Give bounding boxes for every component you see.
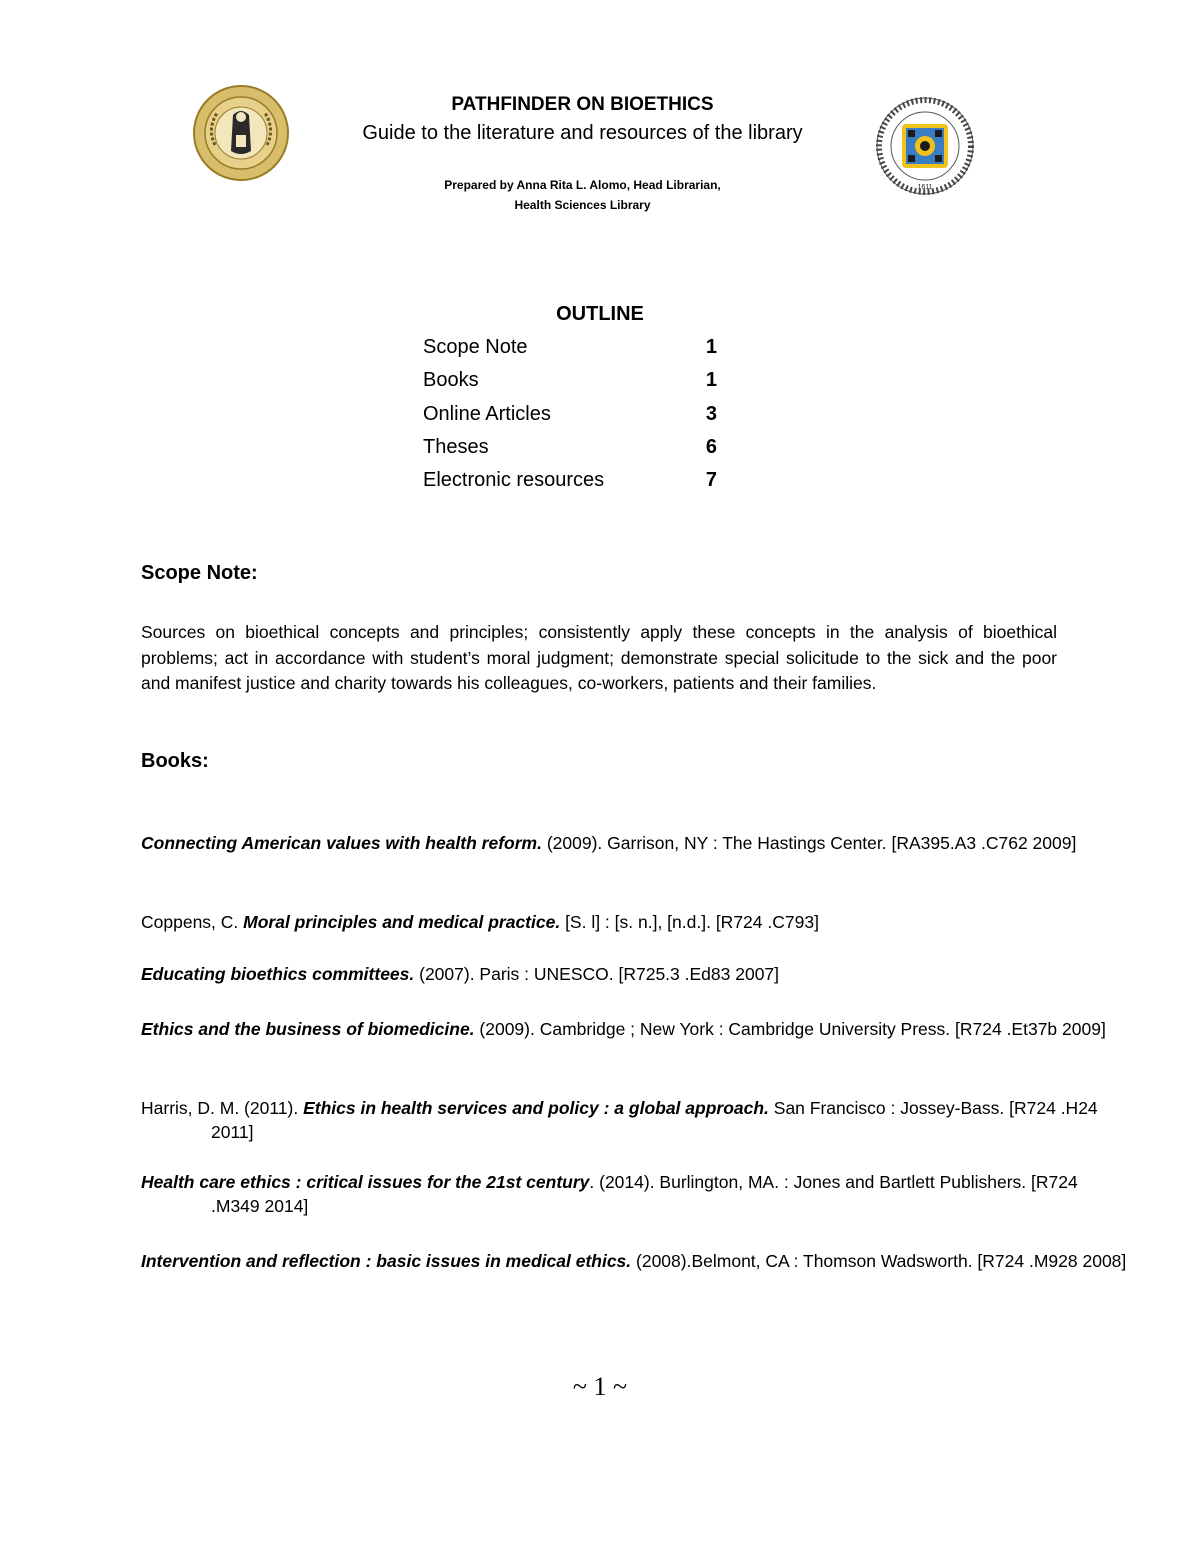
ref-details: San Francisco : Jossey-Bass. [R724 .H24 2011] bbox=[211, 1098, 1098, 1142]
ref-details: (2007). Paris : UNESCO. [R725.3 .Ed83 2007] bbox=[414, 964, 780, 984]
book-reference bbox=[141, 1249, 1131, 1273]
prepared-by: Prepared by Anna Rita L. Alomo, Head Librarian, bbox=[444, 178, 721, 192]
outline-item bbox=[423, 467, 723, 500]
outline-item-page: 1 bbox=[705, 369, 717, 392]
outline-item-label: Electronic resources bbox=[423, 469, 605, 492]
outline-item-page: 6 bbox=[705, 435, 717, 458]
ref-title: Ethics in health services and policy : a global approach. bbox=[303, 1098, 769, 1118]
library-name: Health Sciences Library bbox=[514, 198, 651, 212]
outline-item bbox=[423, 401, 723, 434]
outline-item bbox=[423, 334, 723, 367]
scope-note-text: Sources on bioethical concepts and principles; consistently apply these concepts in the analysis of bioethical problems; act in accordance with student’s moral judgment; demonstrate special solicitude to the sick and the poor and manifest justice and charity towards his colleagues, co-workers, patients and their families. bbox=[141, 622, 1057, 693]
outline-item-page: 1 bbox=[705, 336, 717, 358]
ref-title: Intervention and reflection : basic issues in medical ethics. bbox=[141, 1251, 632, 1271]
page-number: ~ 1 ~ bbox=[572, 1372, 628, 1401]
ref-author: Harris, D. M. (2011). bbox=[141, 1098, 304, 1118]
outline-title: OUTLINE bbox=[556, 303, 644, 325]
book-reference bbox=[141, 831, 1131, 855]
ref-author: Coppens, C. bbox=[141, 912, 244, 932]
book-reference bbox=[141, 962, 1131, 986]
books-heading: Books: bbox=[141, 750, 209, 772]
outline-list bbox=[423, 334, 723, 500]
ref-details: (2009). Cambridge ; New York : Cambridge University Press. [R724 .Et37b 2009] bbox=[474, 1019, 1106, 1039]
outline-item bbox=[423, 367, 723, 400]
ref-details: (2008).Belmont, CA : Thomson Wadsworth. [R724 .M928 2008] bbox=[631, 1251, 1127, 1271]
ref-title: Health care ethics : critical issues for the 21st century bbox=[141, 1172, 590, 1192]
ref-title: Ethics and the business of biomedicine. bbox=[141, 1019, 475, 1039]
ref-title: Connecting American values with health reform. bbox=[141, 833, 542, 853]
ref-title: Educating bioethics committees. bbox=[141, 964, 415, 984]
scope-note-heading: Scope Note: bbox=[141, 562, 258, 584]
outline-item-label: Theses bbox=[423, 435, 489, 458]
ref-details: . (2014). Burlington, MA. : Jones and Bartlett Publishers. [R724 .M349 2014] bbox=[211, 1172, 1078, 1216]
seal-year: 1611 bbox=[917, 184, 933, 191]
document-subtitle: Guide to the literature and resources of the library bbox=[362, 122, 803, 144]
book-reference bbox=[141, 1096, 1131, 1144]
outline-item-page: 3 bbox=[705, 402, 717, 425]
document-title: PATHFINDER ON BIOETHICS bbox=[451, 94, 714, 115]
outline-item-label: Online Articles bbox=[423, 402, 551, 425]
outline-item-page: 7 bbox=[705, 469, 717, 492]
book-reference bbox=[141, 1170, 1131, 1218]
university-seal-logo bbox=[875, 96, 975, 196]
book-reference bbox=[141, 910, 1131, 934]
medicine-seal-logo bbox=[193, 85, 289, 181]
outline-item-label: Scope Note bbox=[423, 336, 528, 358]
ref-details: [S. l] : [s. n.], [n.d.]. [R724 .C793] bbox=[560, 912, 819, 932]
outline-item-label: Books bbox=[423, 369, 479, 392]
book-reference bbox=[141, 1017, 1131, 1041]
ref-title: Moral principles and medical practice. bbox=[243, 912, 561, 932]
outline-item bbox=[423, 434, 723, 467]
ref-details: (2009). Garrison, NY : The Hastings Center. [RA395.A3 .C762 2009] bbox=[541, 833, 1077, 853]
